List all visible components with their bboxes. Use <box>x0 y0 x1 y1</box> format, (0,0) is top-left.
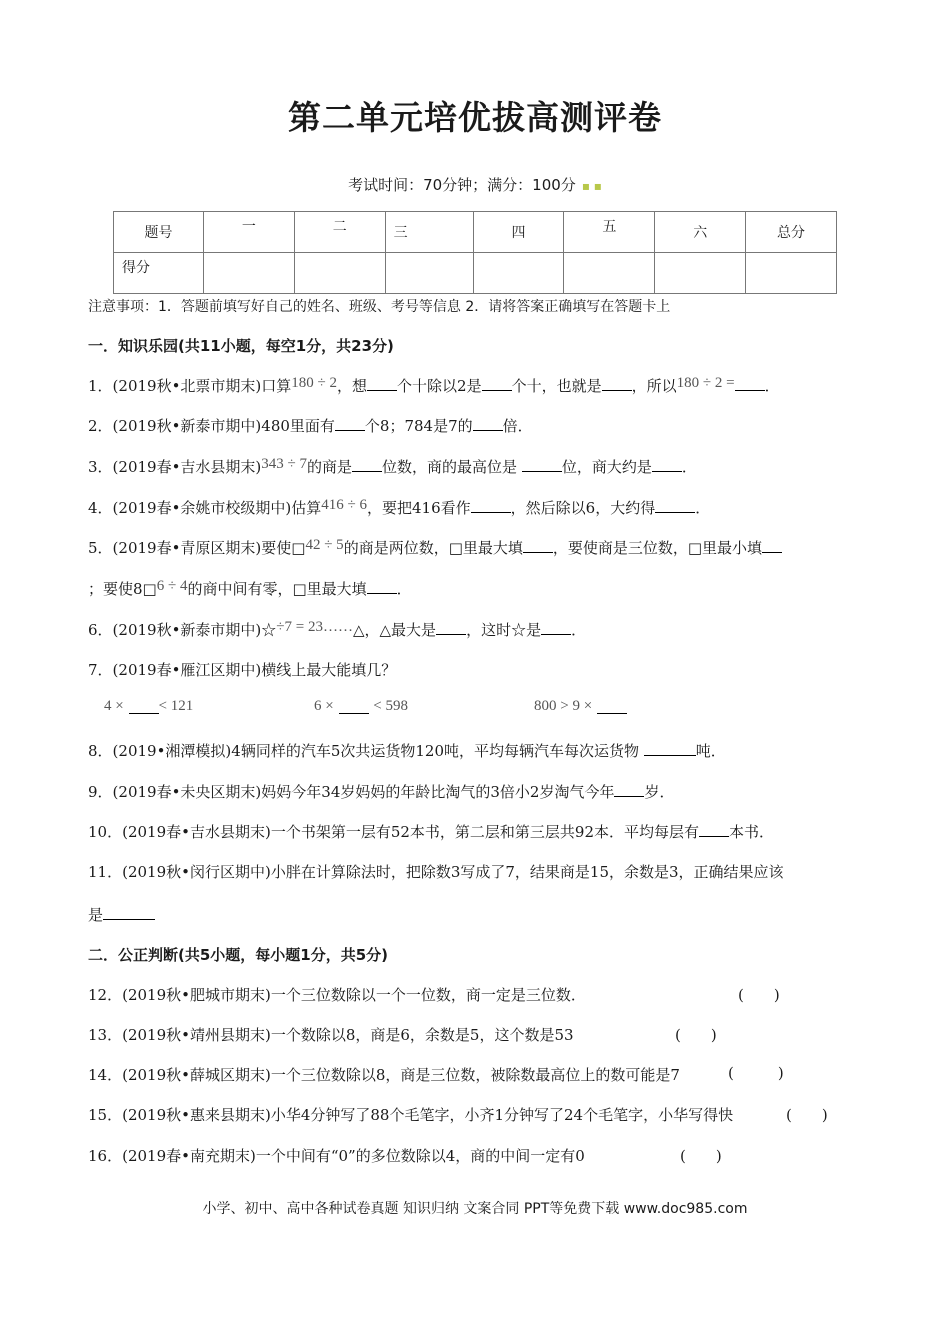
q7-expr2-right: < 598 <box>373 698 408 714</box>
score-cell[interactable] <box>385 253 473 294</box>
q7-expression-3 <box>534 698 627 718</box>
q6-text-d: ． <box>571 621 587 639</box>
question-4 <box>88 497 710 518</box>
question-11-continued <box>88 904 155 925</box>
q3-text-b: 的商是 <box>307 458 353 476</box>
q1-math-1: 180 ÷ 2 <box>291 375 338 391</box>
question-5-continued <box>88 578 412 599</box>
answer-blank[interactable] <box>652 457 682 472</box>
q5b-text-c: ． <box>396 580 412 598</box>
score-cell[interactable] <box>564 253 655 294</box>
q8-text-a: 8．(2019•湘潭模拟)4辆同样的汽车5次共运货物120吨，平均每辆汽车每次运货物 <box>88 742 644 760</box>
score-header-cell: 五 <box>564 212 655 253</box>
answer-blank[interactable] <box>482 376 512 391</box>
question-1 <box>88 375 780 396</box>
q7-expr2-left: 6 × <box>314 698 334 714</box>
section-heading-1: 一．知识乐园(共11小题，每空1分，共23分) <box>88 337 394 355</box>
question-9 <box>88 781 674 802</box>
score-header-cell: 六 <box>655 212 746 253</box>
notice: 注意事项：1．答题前填写好自己的姓名、班级、考号等信息 2．请将答案正确填写在答题卡上 <box>88 299 671 315</box>
q6-text-c: ，这时☆是 <box>466 621 542 639</box>
score-header-cell: 二 <box>294 212 385 253</box>
q10-text-b: 本书． <box>729 823 775 841</box>
q3-math: 343 ÷ 7 <box>261 456 308 472</box>
q3-text-d: 位，商大约是 <box>561 458 652 476</box>
answer-blank[interactable] <box>602 376 632 391</box>
q1-math-2: 180 ÷ 2 = <box>676 375 735 391</box>
answer-blank[interactable] <box>367 579 397 594</box>
question-14: 14．(2019秋•薛城区期末)一个三位数除以8，商是三位数，被除数最高位上的数可能是7 <box>88 1066 680 1084</box>
q5b-text-b: 的商中间有零，□里最大填 <box>187 580 367 598</box>
score-cell[interactable] <box>655 253 746 294</box>
q2-text-b: 个8；784是7的 <box>364 417 473 435</box>
answer-blank[interactable] <box>129 699 159 714</box>
score-header-cell: 一 <box>203 212 294 253</box>
q3-text-c: 位数，商的最高位是 <box>382 458 522 476</box>
answer-blank[interactable] <box>655 498 695 513</box>
answer-parentheses[interactable]: ( ) <box>680 1147 722 1165</box>
score-cell[interactable] <box>473 253 564 294</box>
q4-text-c: ，然后除以6，大约得 <box>510 499 656 517</box>
q5-math: 42 ÷ 5 <box>305 537 344 553</box>
footer: 小学、初中、高中各种试卷真题 知识归纳 文案合同 PPT等免费下载 www.doc985.com <box>202 1201 748 1217</box>
answer-blank[interactable] <box>699 822 729 837</box>
answer-parentheses[interactable]: ( ) <box>786 1106 828 1124</box>
q1-text-d: 个十，也就是 <box>511 377 602 395</box>
q6-math: ÷7 = 23…… <box>276 619 353 635</box>
question-6 <box>88 619 586 640</box>
score-cell[interactable] <box>294 253 385 294</box>
q3-text-e: ． <box>681 458 697 476</box>
q10-text-a: 10．(2019春•吉水县期末)一个书架第一层有52本书，第二层和第三层共92本．平均每层有 <box>88 823 699 841</box>
q1-text-a: 1．(2019秋•北票市期末)口算 <box>88 377 292 395</box>
question-10 <box>88 821 774 842</box>
page-title: 第二单元培优拔高测评卷 <box>288 98 662 137</box>
question-8 <box>88 740 726 761</box>
answer-blank[interactable] <box>614 782 644 797</box>
score-table-score-row <box>114 253 837 294</box>
question-3 <box>88 456 697 477</box>
q7-expr3-left: 800 > 9 × <box>534 698 593 714</box>
question-15: 15．(2019秋•惠来县期末)小华4分钟写了88个毛笔字，小齐1分钟写了24个毛笔字，小华写得快 <box>88 1106 734 1124</box>
q1-text-c: 个十除以2是 <box>397 377 482 395</box>
answer-parentheses[interactable]: ( ) <box>738 986 780 1004</box>
exam-info-text: 考试时间：70分钟；满分：100分 <box>348 176 576 194</box>
answer-blank[interactable] <box>352 457 382 472</box>
q9-text-a: 9．(2019春•未央区期末)妈妈今年34岁妈妈的年龄比淘气的3倍小2岁淘气今年 <box>88 783 615 801</box>
q5b-text-a: ；要使8□ <box>88 580 157 598</box>
q7-expr1-left: 4 × <box>104 698 124 714</box>
section-heading-2: 二．公正判断(共5小题，每小题1分，共5分) <box>88 946 389 964</box>
q1-text-b: ，想 <box>337 377 368 395</box>
answer-blank[interactable] <box>762 538 782 553</box>
answer-blank[interactable] <box>473 416 503 431</box>
q6-text-a: 6．(2019秋•新泰市期中)☆ <box>88 621 277 639</box>
answer-blank[interactable] <box>335 416 365 431</box>
q7-expr1-right: < 121 <box>158 698 194 714</box>
q2-text-c: 倍． <box>502 417 533 435</box>
question-13: 13．(2019秋•靖州县期末)一个数除以8，商是6，余数是5，这个数是53 <box>88 1026 574 1044</box>
answer-blank[interactable] <box>471 498 511 513</box>
q4-text-b: ，要把416看作 <box>367 499 471 517</box>
paren-open: ( <box>728 1064 734 1082</box>
answer-parentheses[interactable] <box>728 1064 784 1082</box>
answer-parentheses[interactable]: ( ) <box>675 1026 717 1044</box>
answer-blank[interactable] <box>735 376 765 391</box>
answer-blank[interactable] <box>523 538 553 553</box>
answer-blank[interactable] <box>103 905 155 920</box>
score-row-label: 得分 <box>114 253 204 294</box>
question-7: 7．(2019春•雁江区期中)横线上最大能填几？ <box>88 661 397 679</box>
exam-info <box>0 174 950 195</box>
q7-expression-1 <box>104 698 193 718</box>
q1-text-e: ，所以 <box>631 377 677 395</box>
q1-text-f: ． <box>764 377 780 395</box>
q9-text-b: 岁． <box>644 783 675 801</box>
q4-text-d: ． <box>695 499 711 517</box>
answer-blank[interactable] <box>339 699 369 714</box>
answer-blank[interactable] <box>644 741 696 756</box>
answer-blank[interactable] <box>522 457 562 472</box>
answer-blank[interactable] <box>541 620 571 635</box>
score-cell[interactable] <box>746 253 837 294</box>
score-table <box>113 211 837 294</box>
q6-text-b: △，△最大是 <box>352 621 437 639</box>
answer-blank[interactable] <box>597 699 627 714</box>
score-header-cell: 三 <box>385 212 473 253</box>
question-11: 11．(2019秋•闵行区期中)小胖在计算除法时，把除数3写成了7，结果商是15，余数是3，正确结果应该 <box>88 863 784 881</box>
score-header-cell: 题号 <box>114 212 204 253</box>
q4-math: 416 ÷ 6 <box>321 497 368 513</box>
question-2 <box>88 415 533 436</box>
score-header-cell: 总分 <box>746 212 837 253</box>
answer-blank[interactable] <box>367 376 397 391</box>
score-cell[interactable] <box>203 253 294 294</box>
exam-info-dots: ▪ ▪ <box>581 179 602 193</box>
question-16: 16．(2019春•南充期末)一个中间有“0”的多位数除以4，商的中间一定有0 <box>88 1147 585 1165</box>
q4-text-a: 4．(2019春•余姚市校级期中)估算 <box>88 499 322 517</box>
score-table-header-row <box>114 212 837 253</box>
q5-text-b: 的商是两位数，□里最大填 <box>343 539 523 557</box>
q8-text-b: 吨． <box>695 742 726 760</box>
q5-text-a: 5．(2019春•青原区期末)要使□ <box>88 539 306 557</box>
score-header-cell: 四 <box>473 212 564 253</box>
q5b-math: 6 ÷ 4 <box>156 578 188 594</box>
question-12: 12．(2019秋•肥城市期末)一个三位数除以一个一位数，商一定是三位数． <box>88 986 586 1004</box>
question-5 <box>88 537 782 558</box>
q3-text-a: 3．(2019春•吉水县期末) <box>88 458 262 476</box>
paren-close: ) <box>777 1064 784 1082</box>
answer-blank[interactable] <box>436 620 466 635</box>
q5-text-c: ，要使商是三位数，□里最小填 <box>552 539 763 557</box>
q2-text-a: 2．(2019秋•新泰市期中)480里面有 <box>88 417 335 435</box>
q11-text-b: 是 <box>88 906 104 924</box>
q7-expression-2 <box>314 698 408 718</box>
